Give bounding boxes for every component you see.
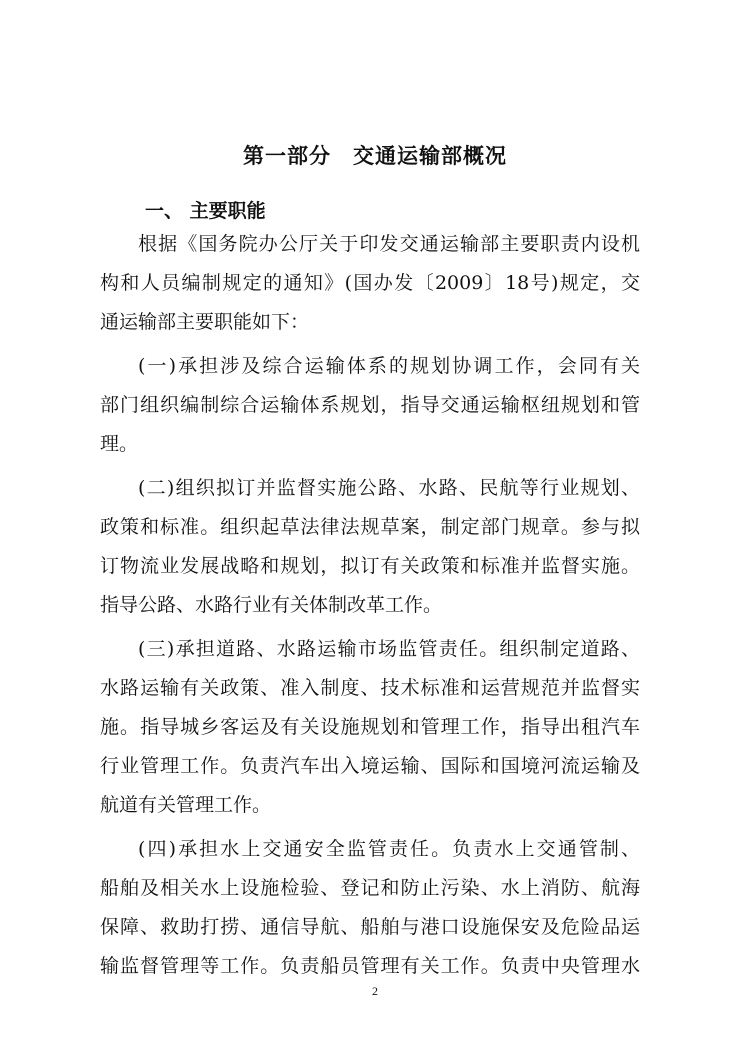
text-line: (一)承担涉及综合运输体系的规划协调工作，会同有关 — [138, 355, 640, 377]
text-line: 通运输部主要职能如下： — [100, 311, 310, 333]
text-line: 输监督管理等工作。负责船员管理有关工作。负责中央管理水 — [100, 955, 640, 977]
text-line: 部门组织编制综合运输体系规划，指导交通运输枢纽规划和管 — [100, 394, 640, 416]
text-line: 船舶及相关水上设施检验、登记和防止污染、水上消防、航海 — [100, 877, 640, 899]
text-line: 订物流业发展战略和规划，拟订有关政策和标准并监督实施。 — [100, 555, 640, 577]
text-line: 施。指导城乡客运及有关设施规划和管理工作，指导出租汽车 — [100, 716, 640, 738]
text-line: 根据《国务院办公厅关于印发交通运输部主要职责内设机 — [138, 233, 640, 255]
text-line: (二)组织拟订并监督实施公路、水路、民航等行业规划、 — [138, 477, 640, 499]
text-line: (三)承担道路、水路运输市场监管责任。组织制定道路、 — [138, 638, 640, 660]
text-line: 政策和标准。组织起草法律法规草案，制定部门规章。参与拟 — [100, 516, 640, 538]
section-heading: 一、 主要职能 — [145, 200, 266, 222]
text-line: (四)承担水上交通安全监管责任。负责水上交通管制、 — [138, 838, 640, 860]
page-number: 2 — [372, 984, 378, 998]
page-title: 第一部分 交通运输部概况 — [243, 144, 507, 168]
text-line: 理。 — [100, 433, 139, 455]
text-line: 构和人员编制规定的通知》(国办发〔2009〕18号)规定，交 — [100, 272, 640, 294]
text-line: 水路运输有关政策、准入制度、技术标准和运营规范并监督实 — [100, 677, 640, 699]
text-line: 航道有关管理工作。 — [100, 794, 272, 816]
text-line: 保障、救助打捞、通信导航、船舶与港口设施保安及危险品运 — [100, 916, 640, 938]
body-text — [100, 225, 640, 986]
text-line: 行业管理工作。负责汽车出入境运输、国际和国境河流运输及 — [100, 755, 640, 777]
text-line: 指导公路、水路行业有关体制改革工作。 — [100, 594, 443, 616]
